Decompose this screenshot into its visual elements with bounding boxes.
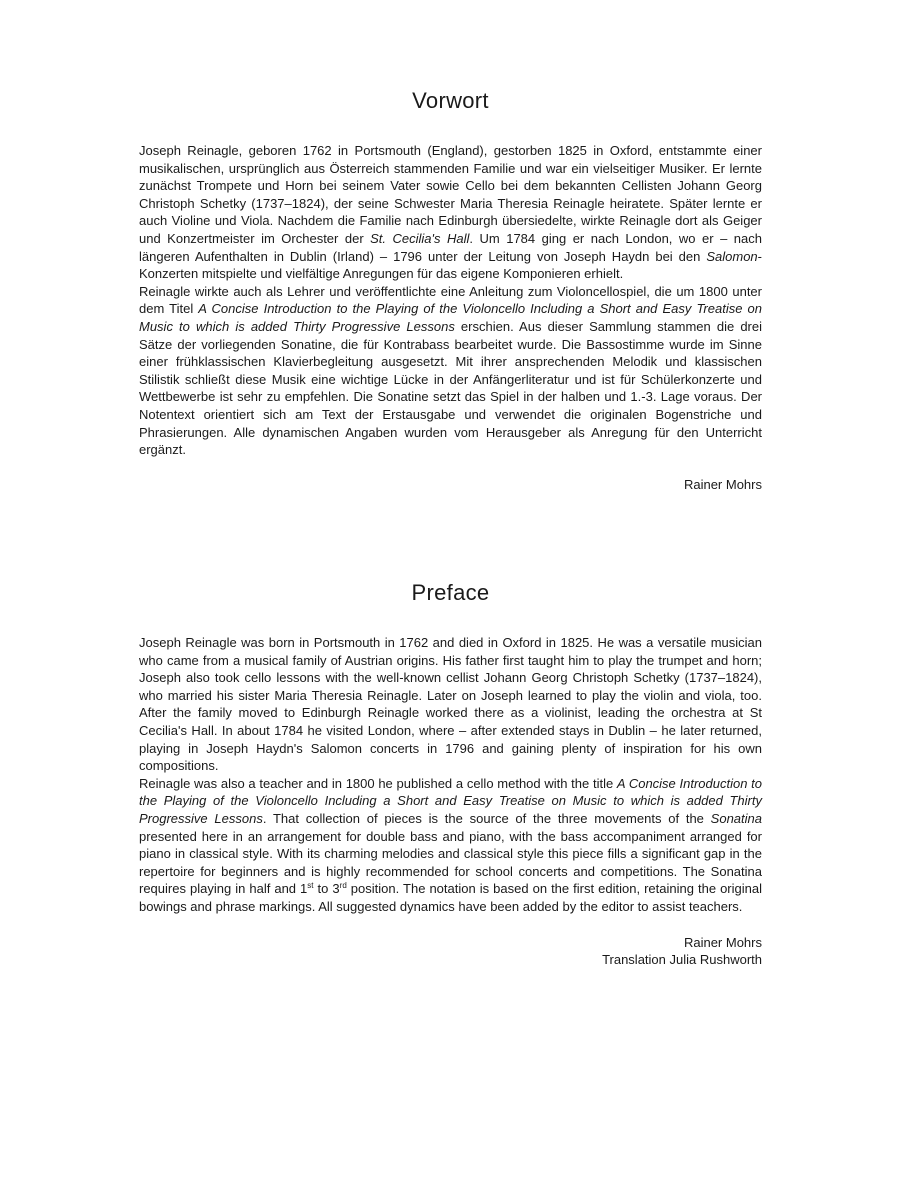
vorwort-title: Vorwort	[412, 88, 489, 113]
vorwort-signature: Rainer Mohrs	[683, 476, 762, 492]
translation-credit: Translation Julia Rushworth	[602, 952, 762, 968]
vorwort-paragraph-1: Joseph Reinagle, geboren 1762 in Portsmouth (England), gestorben 1825 in Oxford, entstammte einer musikalischen, ursprünglich aus Österreich stammenden Familie und war ein vielseitiger Musiker. Er lernte zunächst Trompete und Horn bei seinem Vater sowie Cello bei dem bekannten Cellisten Johann Georg Christoph Schetky (1737–1824), der seine Schwester Maria Theresia Reinagle heiratete. Später lernte er auch Violine und Viola. Nachdem die Familie nach Edinburgh übersiedelte, wirkte Reinagle dort als Geiger und Konzertmeister im Orchester der St. Cecilia's Hall. Um 1784 ging er nach London, wo er – nach längeren Aufenthalten in Dublin (Irland) – 1796 unter der Leitung von Joseph Haydn bei den Salomon-Konzerten mitspielte und vielfältige Anregungen für das eigene Komponieren erhielt.	[139, 143, 762, 282]
preface-signature: Rainer Mohrs	[683, 934, 762, 950]
vorwort-section	[139, 88, 762, 493]
preface-title: Preface	[411, 580, 490, 605]
preface-paragraph-1: Joseph Reinagle was born in Portsmouth in 1762 and died in Oxford in 1825. He was a versatile musician who came from a musical family of Austrian origins. His father first taught him to play the trumpet and horn; Joseph also took cello lessons with the well-known cellist Johann Georg Christoph Schetky (1737–1824), who married his sister Maria Theresia Reinagle. Later on Joseph learned to play the violin and viola, too. After the family moved to Edinburgh Reinagle worked there as a violinist, leading the orchestra at St Cecilia's Hall. In about 1784 he visited London, where – after extended stays in Dublin – he later returned, playing in Joseph Haydn's Salomon concerts in 1796 and gaining plenty of inspiration for his own compositions.	[139, 635, 762, 774]
preface-paragraph-2: Reinagle was also a teacher and in 1800 he published a cello method with the title A Concise Introduction to the Playing of the Violoncello Including a Short and Easy Treatise on Music to which is added Thirty Progressive Lessons. That collection of pieces is the source of the three movements of the Sonatina presented here in an arrangement for double bass and piano, with the bass accompaniment arranged for piano in classical style. With its charming melodies and classical style this piece fills a significant gap in the repertoire for beginners and is highly recommended for school concerts and competitions. The Sonatina requires playing in half and 1st to 3rd position. The notation is based on the first edition, retaining the original bowings and phrase markings. All suggested dynamics have been added by the editor to assist teachers.	[139, 775, 762, 914]
preface-section	[139, 580, 762, 969]
vorwort-paragraph-2: Reinagle wirkte auch als Lehrer und veröffentlichte eine Anleitung zum Violoncellospiel, die um 1800 unter dem Titel A Concise Introduction to the Playing of the Violoncello Including a Short and Easy Treatise on Music to which is added Thirty Progressive Lessons erschien. Aus dieser Sammlung stammen die drei Sätze der vorliegenden Sonatine, die für Kontrabass bearbeitet wurde. Die Bassostimme wurde im Sinne einer frühklassischen Klavierbegleitung ausgesetzt. Mit ihrer ansprechenden Melodik und klassischen Stilistik schließt diese Musik eine wichtige Lücke in der Anfängerliteratur und ist für Schülerkonzerte und Wettbewerbe ist sehr zu empfehlen. Die Sonatine setzt das Spiel in der halben und 1.-3. Lage voraus. Der Notentext orientiert sich am Text der Erstausgabe und verwendet die originalen Bogenstriche und Phrasierungen. Alle dynamischen Angaben wurden vom Herausgeber als Anregung für den Unterricht ergänzt.	[139, 283, 762, 458]
